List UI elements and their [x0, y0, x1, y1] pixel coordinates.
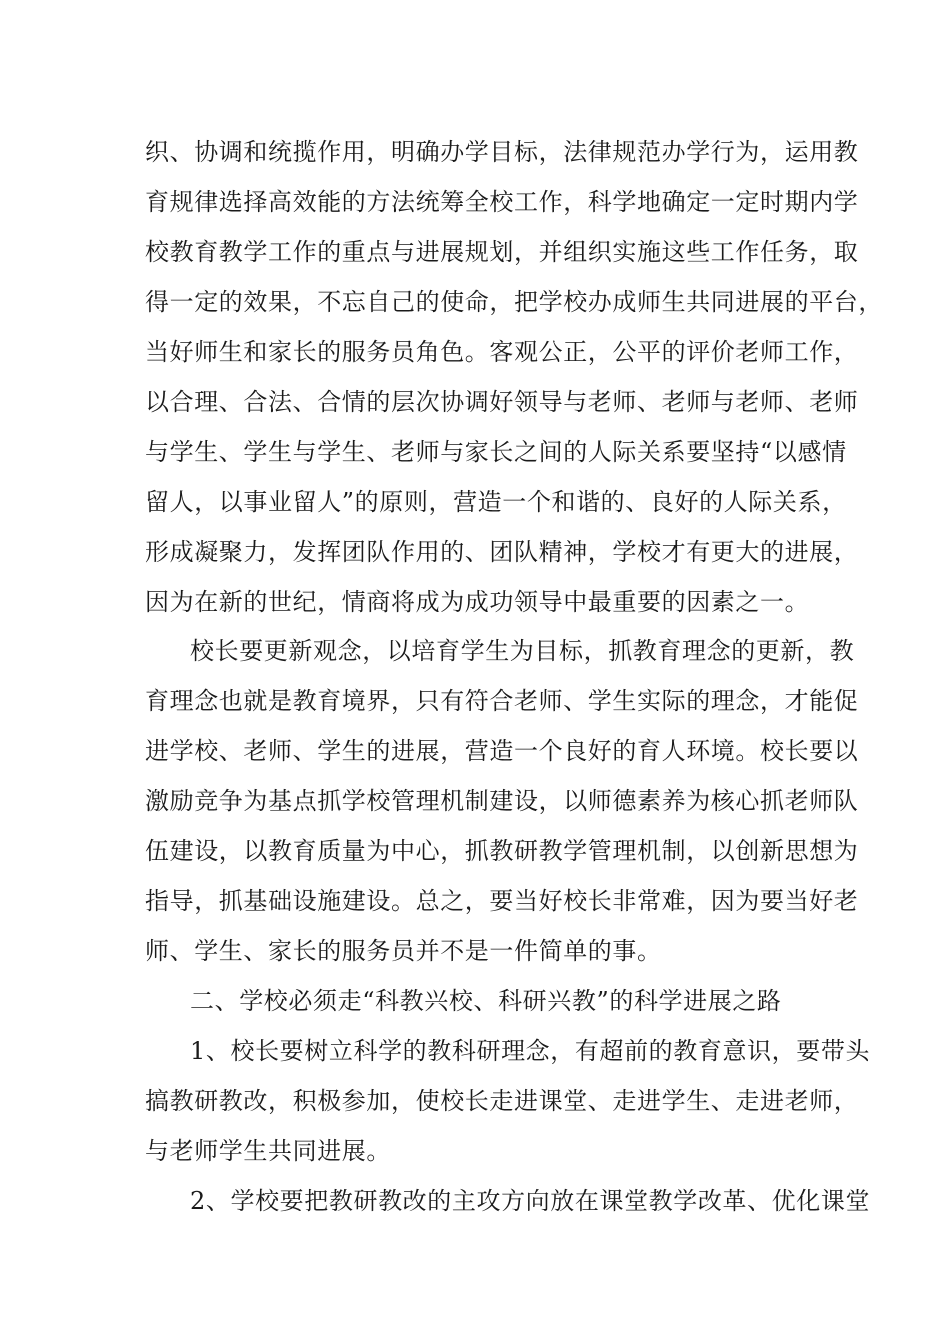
text-line: 留人，以事业留人”的原则，营造一个和谐的、良好的人际关系，: [145, 488, 847, 516]
text-line: 师、学生、家长的服务员并不是一件简单的事。: [145, 937, 662, 965]
text-line: 育规律选择高效能的方法统筹全校工作，科学地确定一定时期内学: [145, 188, 859, 216]
text-line: 搞教研教改，积极参加，使校长走进课堂、走进学生、走进老师，: [145, 1087, 859, 1115]
text-line: 1、校长要树立科学的教科研理念，有超前的教育意识，要带头: [190, 1037, 871, 1065]
text-line: 当好师生和家长的服务员角色。客观公正，公平的评价老师工作，: [145, 338, 859, 366]
text-line: 校长要更新观念，以培育学生为目标，抓教育理念的更新，教: [190, 637, 855, 665]
text-line: 伍建设，以教育质量为中心，抓教研教学管理机制，以创新思想为: [145, 837, 859, 865]
text-line: 与学生、学生与学生、老师与家长之间的人际关系要坚持“以感情: [145, 438, 847, 466]
text-line: 指导，抓基础设施建设。总之，要当好校长非常难，因为要当好老: [145, 887, 859, 915]
section-heading: 二、学校必须走“科教兴校、科研兴教”的科学进展之路: [190, 987, 782, 1015]
text-line: 校教育教学工作的重点与进展规划，并组织实施这些工作任务，取: [145, 238, 859, 266]
text-line: 织、协调和统揽作用，明确办学目标，法律规范办学行为，运用教: [145, 138, 859, 166]
text-line: 形成凝聚力，发挥团队作用的、团队精神，学校才有更大的进展，: [145, 538, 859, 566]
text-line: 进学校、老师、学生的进展，营造一个良好的育人环境。校长要以: [145, 737, 859, 765]
text-line: 激励竞争为基点抓学校管理机制建设，以师德素养为核心抓老师队: [145, 787, 859, 815]
text-line: 得一定的效果，不忘自己的使命，把学校办成师生共同进展的平台，: [145, 288, 883, 316]
text-line: 以合理、合法、合情的层次协调好领导与老师、老师与老师、老师: [145, 388, 859, 416]
text-line: 2、学校要把教研教改的主攻方向放在课堂教学改革、优化课堂: [190, 1187, 871, 1215]
text-line: 因为在新的世纪，情商将成为成功领导中最重要的因素之一。: [145, 588, 810, 616]
text-line: 与老师学生共同进展。: [145, 1137, 391, 1165]
text-line: 育理念也就是教育境界，只有符合老师、学生实际的理念，才能促: [145, 687, 859, 715]
